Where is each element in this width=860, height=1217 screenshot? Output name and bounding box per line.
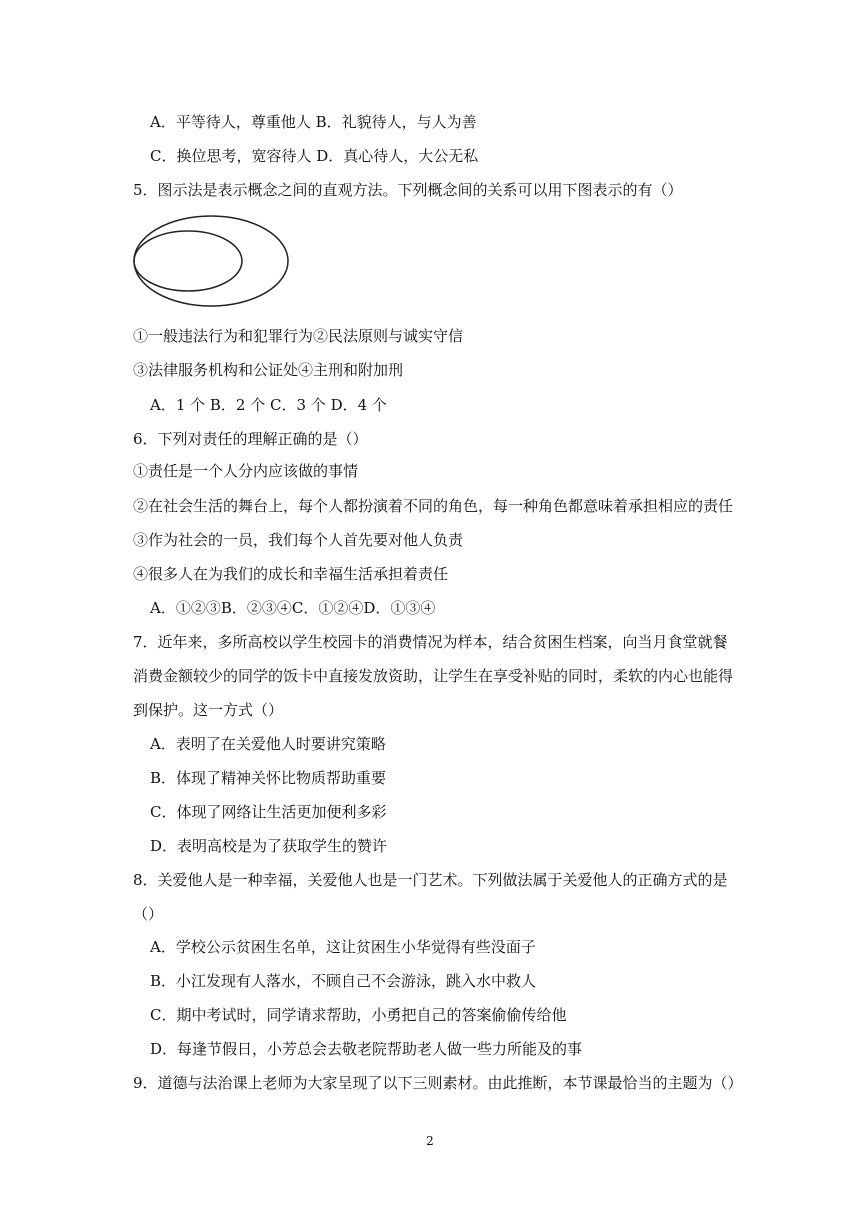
q7-stem-line-2: 消费金额较少的同学的饭卡中直接发放资助，让学生在享受补贴的同时，柔软的内心也能得 — [133, 667, 734, 685]
q8-option-d: D．每逢节假日，小芳总会去敬老院帮助老人做一些力所能及的事 — [150, 1040, 583, 1058]
q6-statement-2: ②在社会生活的舞台上，每个人都扮演着不同的角色，每一种角色都意味着承担相应的责任 — [133, 497, 734, 515]
q5-stem: 5．图示法是表示概念之间的直观方法。下列概念间的关系可以用下图表示的有（） — [133, 181, 683, 199]
q6-statement-4: ④很多人在为我们的成长和幸福生活承担着责任 — [133, 565, 449, 583]
q6-options: A．①②③B．②③④C．①②④D．①③④ — [150, 599, 436, 617]
q6-statement-3: ③作为社会的一员，我们每个人首先要对他人负责 — [133, 531, 464, 549]
q8-stem-line-2: （） — [133, 905, 164, 923]
page-number: 2 — [426, 1134, 434, 1148]
q5-statement-line-1: ①一般违法行为和犯罪行为②民法原则与诚实守信 — [133, 327, 464, 345]
q7-stem-line-3: 到保护。这一方式（） — [133, 701, 284, 719]
q7-option-c: C．体现了网络让生活更加便利多彩 — [150, 803, 387, 821]
q9-stem: 9．道德与法治课上老师为大家呈现了以下三则素材。由此推断，本节课最恰当的主题为（） — [133, 1074, 743, 1092]
q7-stem-line-1: 7．近年来，多所高校以学生校园卡的消费情况为样本，结合贫困生档案，向当月食堂就餐 — [133, 633, 728, 651]
outer-ellipse — [134, 216, 288, 306]
q8-stem-line-1: 8．关爱他人是一种幸福，关爱他人也是一门艺术。下列做法属于关爱他人的正确方式的是 — [133, 871, 728, 889]
q7-option-a: A．表明了在关爱他人时要讲究策略 — [150, 735, 386, 753]
q8-option-a: A．学校公示贫困生名单，这让贫困生小华觉得有些没面子 — [150, 938, 536, 956]
q6-stem: 6．下列对责任的理解正确的是（） — [133, 430, 368, 448]
q6-statement-1: ①责任是一个人分内应该做的事情 — [133, 462, 359, 480]
inner-ellipse — [134, 231, 242, 291]
q8-option-b: B．小江发现有人落水，不顾自己不会游泳，跳入水中救人 — [150, 972, 537, 990]
q5-options: A．1 个 B．2 个 C．3 个 D．4 个 — [150, 396, 387, 414]
q8-option-c: C．期中考试时，同学请求帮助，小勇把自己的答案偷偷传给他 — [150, 1006, 567, 1024]
q4-options-line-2: C．换位思考，宽容待人 D．真心待人，大公无私 — [150, 147, 479, 165]
q7-option-d: D．表明高校是为了获取学生的赞许 — [150, 837, 388, 855]
q5-statement-line-2: ③法律服务机构和公证处④主刑和附加刑 — [133, 361, 404, 379]
nested-ellipses-diagram — [131, 213, 291, 309]
q7-option-b: B．体现了精神关怀比物质帮助重要 — [150, 769, 387, 787]
q4-options-line-1: A．平等待人，尊重他人 B．礼貌待人，与人为善 — [150, 113, 477, 131]
